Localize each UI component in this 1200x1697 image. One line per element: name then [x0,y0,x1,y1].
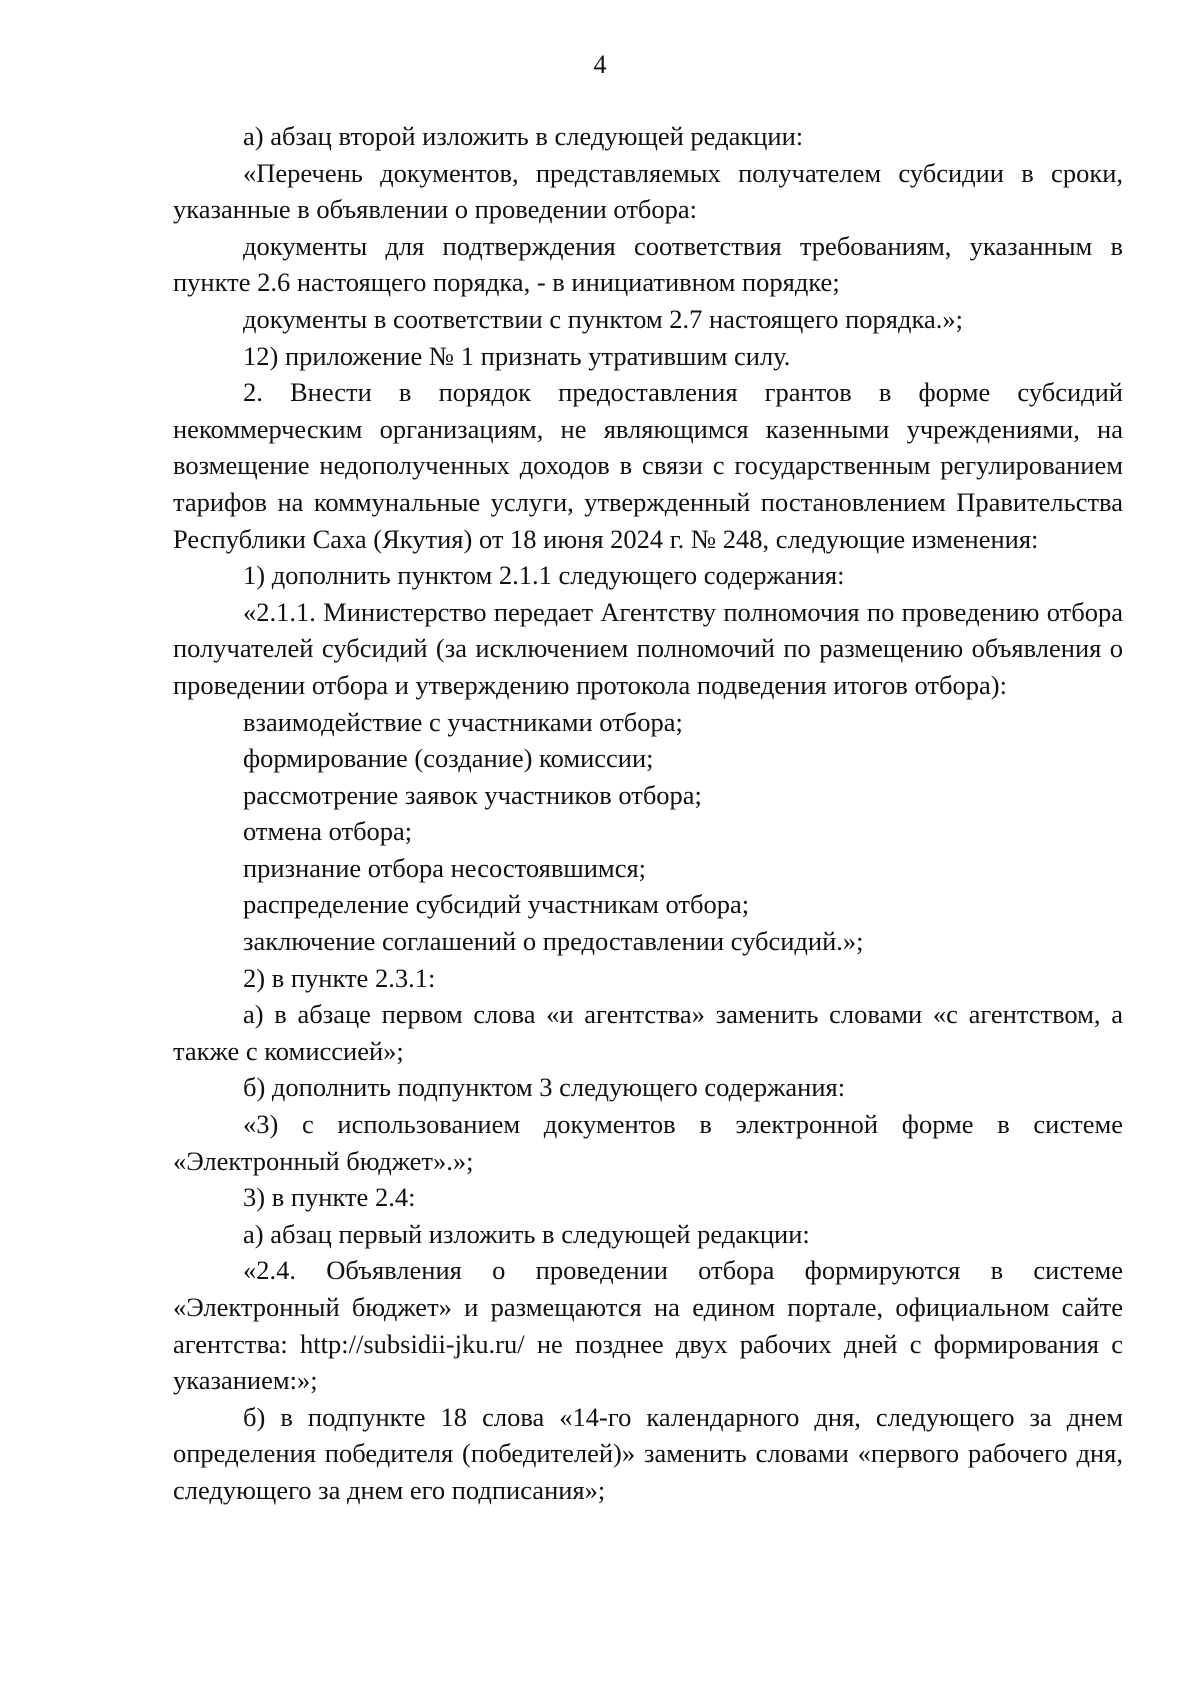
paragraph: а) абзац первый изложить в следующей редакции: [243,1218,810,1249]
paragraph: 2. Внести в порядок предоставления грантов в форме субсидий некоммерческим организациям, не являющимся казенными учреждениями, на возмещение недополученных доходов в связи с государственным регулированием тарифов на коммунальные услуги, утвержденный постановлением Правительства Республики Саха (Якутия) от 18 июня 2024 г. № 248, следующие изменения: [173,377,1123,554]
paragraph: б) в подпункте 18 слова «14-го календарного дня, следующего за днем определения победителя (победителей)» заменить словами «первого рабочего дня, следующего за днем его подписания»; [173,1401,1123,1505]
paragraph: 2) в пункте 2.3.1: [243,962,436,993]
paragraph: «2.1.1. Министерство передает Агентству полномочия по проведению отбора получателей субсидий (за исключением полномочий по размещению объявления о проведении отбора и утверждению протокола подведения итогов отбора): [173,596,1123,700]
paragraph: б) дополнить подпунктом 3 следующего содержания: [243,1072,846,1103]
paragraph: а) в абзаце первом слова «и агентства» заменить словами «с агентством, а также с комиссией»; [173,999,1123,1066]
list-item: распределение субсидий участникам отбора; [243,889,750,920]
list-item: признание отбора несостоявшимся; [243,852,647,883]
paragraph: «3) с использованием документов в электронной форме в системе «Электронный бюджет».»; [173,1109,1123,1176]
paragraph: 12) приложение № 1 признать утратившим силу. [243,340,791,371]
list-item: взаимодействие с участниками отбора; [243,706,683,737]
list-item: отмена отбора; [243,816,413,847]
list-item: заключение соглашений о предоставлении субсидий.»; [243,926,864,957]
paragraph: «Перечень документов, представляемых получателем субсидии в сроки, указанные в объявлении о проведении отбора: [173,157,1123,225]
paragraph: документы для подтверждения соответствия требованиям, указанным в пункте 2.6 настоящего порядка, - в инициативном порядке; [173,230,1123,298]
list-item: формирование (создание) комиссии; [243,743,654,774]
paragraph: «2.4. Объявления о проведении отбора формируются в системе «Электронный бюджет» и размещаются на едином портале, официальном сайте агентства: http://subsidii-jku.ru/ не позднее двух рабочих дней с формирования с указанием:»; [173,1255,1123,1396]
page-number: 4 [593,50,607,79]
document-body [173,118,1123,1509]
paragraph: а) абзац второй изложить в следующей редакции: [243,121,804,151]
paragraph: 3) в пункте 2.4: [243,1182,416,1213]
paragraph: 1) дополнить пунктом 2.1.1 следующего содержания: [243,560,845,591]
list-item: рассмотрение заявок участников отбора; [243,779,702,810]
paragraph: документы в соответствии с пунктом 2.7 настоящего порядка.»; [243,303,963,334]
